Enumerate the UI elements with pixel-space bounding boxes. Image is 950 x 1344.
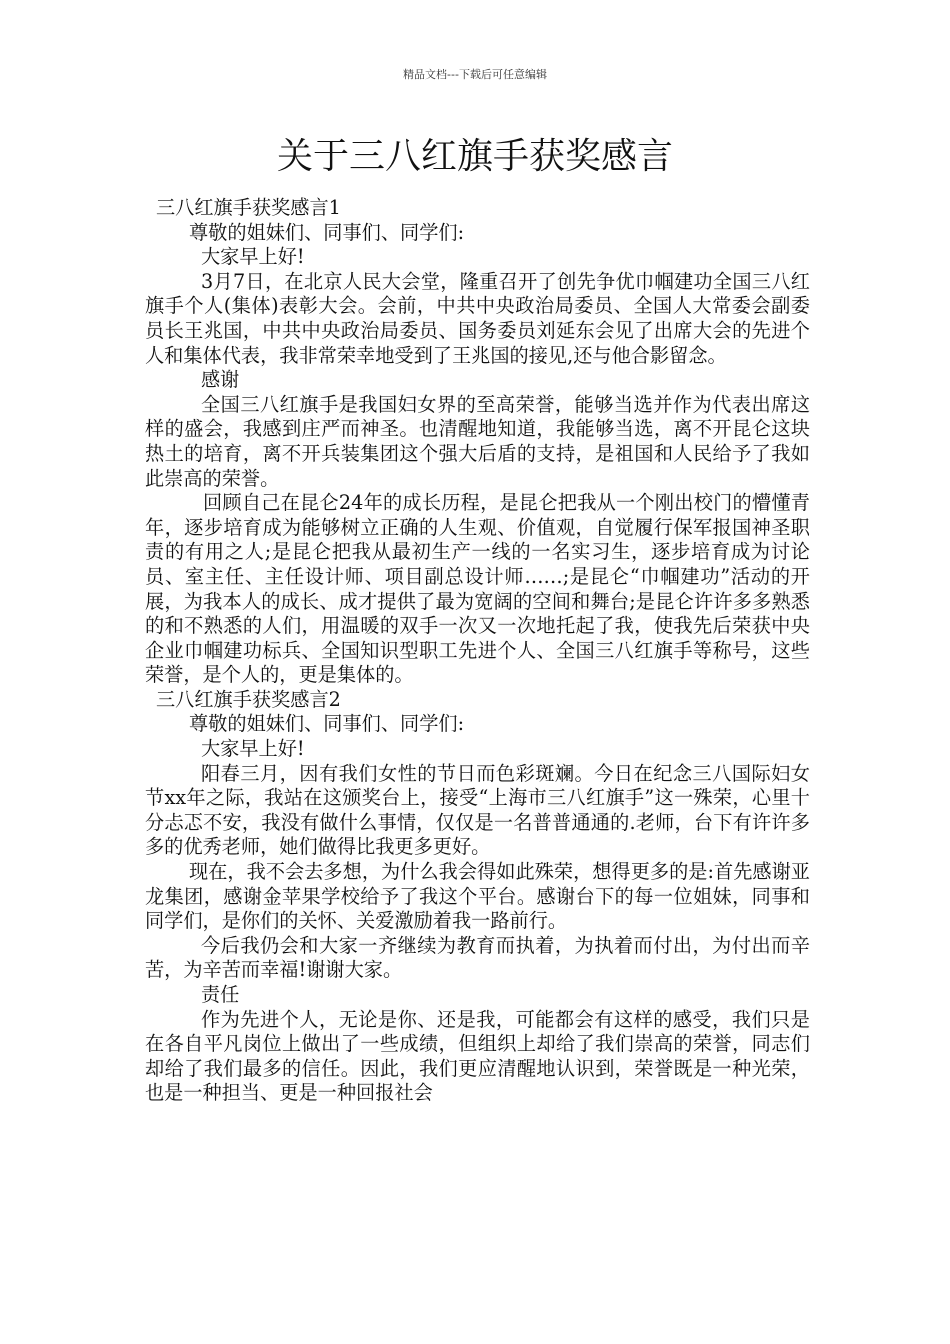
greeting: 大家早上好! <box>201 737 305 761</box>
section-heading: 三八红旗手获奖感言2 <box>156 687 341 711</box>
paragraph: 作为先进个人，无论是你、还是我，可能都会有这样的感受，我们只是在各自平凡岗位上做出了一些成绩，但组织上却给了我们崇高的荣誉，同志们却给了我们最多的信任。因此，我们更应清醒地认识到，荣誉既是一种光荣，也是一种担当、更是一种回报社会 <box>145 1007 810 1105</box>
document-title: 关于三八红旗手获奖感言 <box>276 136 673 177</box>
paragraph: 3月7日，在北京人民大会堂，隆重召开了创先争优巾帼建功全国三八红旗手个人(集体)表彰大会。会前，中共中央政治局委员、全国人大常委会副委员长王兆国，中共中央政治局委员、国务委员刘延东会见了出席大会的先进个人和集体代表，我非常荣幸地受到了王兆国的接见,还与他合影留念。 <box>145 269 810 367</box>
greeting: 大家早上好! <box>201 245 305 269</box>
salutation: 尊敬的姐妹们、同事们、同学们: <box>189 220 465 244</box>
subheading: 感谢 <box>201 368 240 392</box>
paragraph: 今后我仍会和大家一齐继续为教育而执着，为执着而付出，为付出而辛苦，为辛苦而幸福!谢谢大家。 <box>145 933 810 982</box>
paragraph: 全国三八红旗手是我国妇女界的至高荣誉，能够当选并作为代表出席这样的盛会，我感到庄严而神圣。也清醒地知道，我能够当选，离不开昆仑这块热土的培育，离不开兵装集团这个强大后盾的支持，是祖国和人民给予了我如此崇高的荣誉。 <box>145 392 810 490</box>
paragraph: 回顾自己在昆仑24年的成长历程，是昆仑把我从一个刚出校门的懵懂青年，逐步培育成为能够树立正确的人生观、价值观，自觉履行保军报国神圣职责的有用之人;是昆仑把我从最初生产一线的一名实习生，逐步培育成为讨论员、室主任、主任设计师、项目副总设计师……;是昆仑“巾帼建功”活动的开展，为我本人的成长、成才提供了最为宽阔的空间和舞台;是昆仑许许多多熟悉的和不熟悉的人们，用温暖的双手一次又一次地托起了我，使我先后荣获中央企业巾帼建功标兵、全国知识型职工先进个人、全国三八红旗手等称号，这些荣誉，是个人的，更是集体的。 <box>145 491 810 687</box>
salutation: 尊敬的姐妹们、同事们、同学们: <box>189 712 465 736</box>
section-heading: 三八红旗手获奖感言1 <box>156 196 341 219</box>
paragraph: 阳春三月，因有我们女性的节日而色彩斑斓。今日在纪念三八国际妇女节xx年之际，我站在这颁奖台上，接受“上海市三八红旗手”这一殊荣，心里十分忐忑不安，我没有做什么事情，仅仅是一名普普通通的.老师，台下有许许多多的优秀老师，她们做得比我更多更好。 <box>145 761 810 859</box>
subheading: 责任 <box>201 983 240 1006</box>
header-note: 精品文档---下载后可任意编辑 <box>403 68 547 81</box>
paragraph: 现在，我不会去多想，为什么我会得如此殊荣，想得更多的是:首先感谢亚龙集团，感谢金苹果学校给予了我这个平台。感谢台下的每一位姐妹，同事和同学们，是你们的关怀、关爱激励着我一路前行。 <box>145 860 810 933</box>
document-body <box>145 196 810 1106</box>
